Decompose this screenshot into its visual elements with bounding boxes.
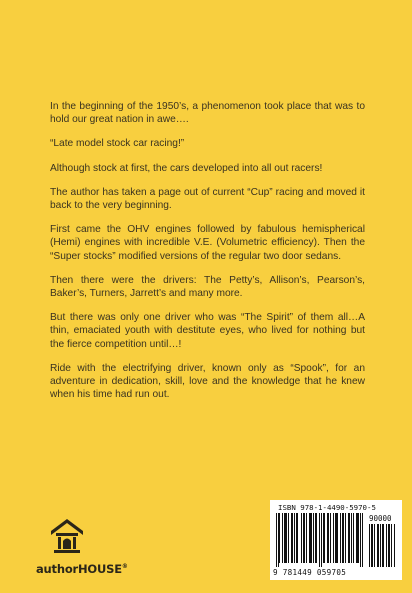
isbn-text: ISBN 978-1-4490-5970-5 [278,503,376,512]
blurb-paragraph-8: Ride with the electrifying driver, known only as “Spook”, for an adventure in dedication, skill, love and the knowledge that he knew when his time had run out. [50,362,365,401]
isbn-barcode [270,500,402,580]
ean-text: 9 781449 059705 [273,568,347,577]
blurb-paragraph-5: First came the OHV engines followed by fabulous hemispherical (Hemi) engines with incredible V.E. (Volumetric efficiency). Then the “Super stocks” modified versions of the regular two door sedans. [50,224,365,262]
blurb-paragraph-4: The author has taken a page out of current “Cup” racing and moved it back to the very beginning. [50,186,365,212]
authorhouse-logo-icon [50,518,84,556]
blurb-paragraph-6: Then there were the drivers: The Petty’s, Allison’s, Pearson’s, Baker’s, Turners, Jarrett’s and many more. [50,274,365,300]
publisher-name: authorHOUSE [36,562,122,576]
publisher-logo [36,518,136,578]
barcode-bars [276,513,398,567]
blurb-paragraph-2: “Late model stock car racing!” [50,138,185,150]
blurb-paragraph-1: In the beginning of the 1950’s, a phenomenon took place that was to hold our great nation in awe…. [50,101,365,126]
barcode-addon-text: 90000 [369,514,392,523]
blurb-paragraph-7: But there was only one driver who was “The Spirit” of them all…A thin, emaciated youth with destitute eyes, who lived for nothing but the fierce competition until…! [50,312,365,350]
blurb-paragraph-3: Although stock at first, the cars developed into all out racers! [50,162,323,174]
back-cover-blurb [50,100,365,412]
registered-mark: ® [121,563,128,571]
